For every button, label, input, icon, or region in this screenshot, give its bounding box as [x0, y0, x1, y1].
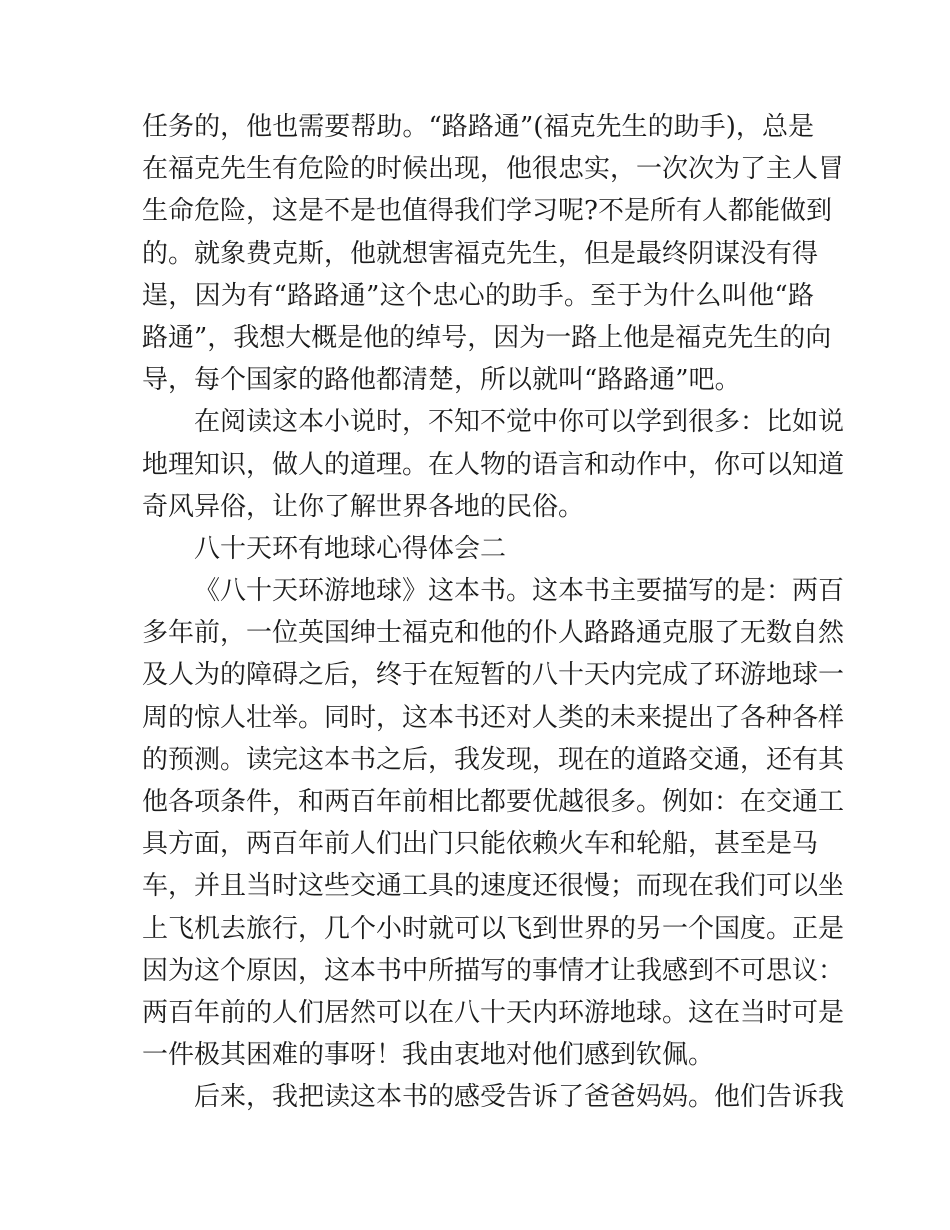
text-line: 车，并且当时这些交通工具的速度还很慢；而现在我们可以坐 — [142, 871, 845, 902]
text-line: 具方面，两百年前人们出门只能依赖火车和轮船，甚至是马 — [142, 829, 819, 860]
text-line: 逞，因为有“路路通”这个忠心的助手。至于为什么叫他“路 — [142, 280, 814, 311]
text-line: 一件极其困难的事呀！我由衷地对他们感到钦佩。 — [142, 1040, 715, 1071]
text-line: 两百年前的人们居然可以在八十天内环游地球。这在当时可是 — [142, 997, 845, 1028]
text-line: 及人为的障碍之后，终于在短暂的八十天内完成了环游地球一 — [142, 660, 845, 691]
text-line: 的。就象费克斯，他就想害福克先生，但是最终阴谋没有得 — [142, 238, 819, 269]
text-line: 地理知识，做人的道理。在人物的语言和动作中，你可以知道 — [142, 449, 845, 480]
text-line: 任务的，他也需要帮助。“路路通”(福克先生的助手)，总是 — [142, 112, 814, 142]
paragraph-first-line: 后来，我把读这本书的感受告诉了爸爸妈妈。他们告诉我 — [194, 1082, 845, 1113]
text-line: 多年前，一位英国绅士福克和他的仆人路路通克服了无数自然 — [142, 618, 845, 649]
text-line: 他各项条件，和两百年前相比都要优越很多。例如：在交通工 — [142, 787, 845, 817]
text-line: 路通”，我想大概是他的绰号，因为一路上他是福克先生的向 — [142, 322, 832, 353]
paragraph-first-line: 《八十天环游地球》这本书。这本书主要描写的是：两百 — [194, 576, 845, 607]
section-heading: 八十天环有地球心得体会二 — [194, 533, 507, 564]
text-line: 的预测。读完这本书之后，我发现，现在的道路交通，还有其 — [142, 744, 845, 775]
text-line: 生命危险，这是不是也值得我们学习呢?不是所有人都能做到 — [142, 196, 832, 227]
text-line: 周的惊人壮举。同时，这本书还对人类的未来提出了各种各样 — [142, 702, 845, 733]
paragraph-first-line: 在阅读这本小说时，不知不觉中你可以学到很多：比如说 — [194, 407, 845, 438]
text-line: 奇风异俗，让你了解世界各地的民俗。 — [142, 491, 585, 522]
text-line: 因为这个原因，这本书中所描写的事情才让我感到不可思议： — [142, 955, 845, 986]
text-line: 导，每个国家的路他都清楚，所以就叫“路路通”吧。 — [142, 365, 741, 396]
text-line: 在福克先生有危险的时候出现，他很忠实，一次次为了主人冒 — [142, 154, 845, 185]
document-body — [142, 106, 845, 1119]
text-line: 上飞机去旅行，几个小时就可以飞到世界的另一个国度。正是 — [142, 913, 845, 944]
